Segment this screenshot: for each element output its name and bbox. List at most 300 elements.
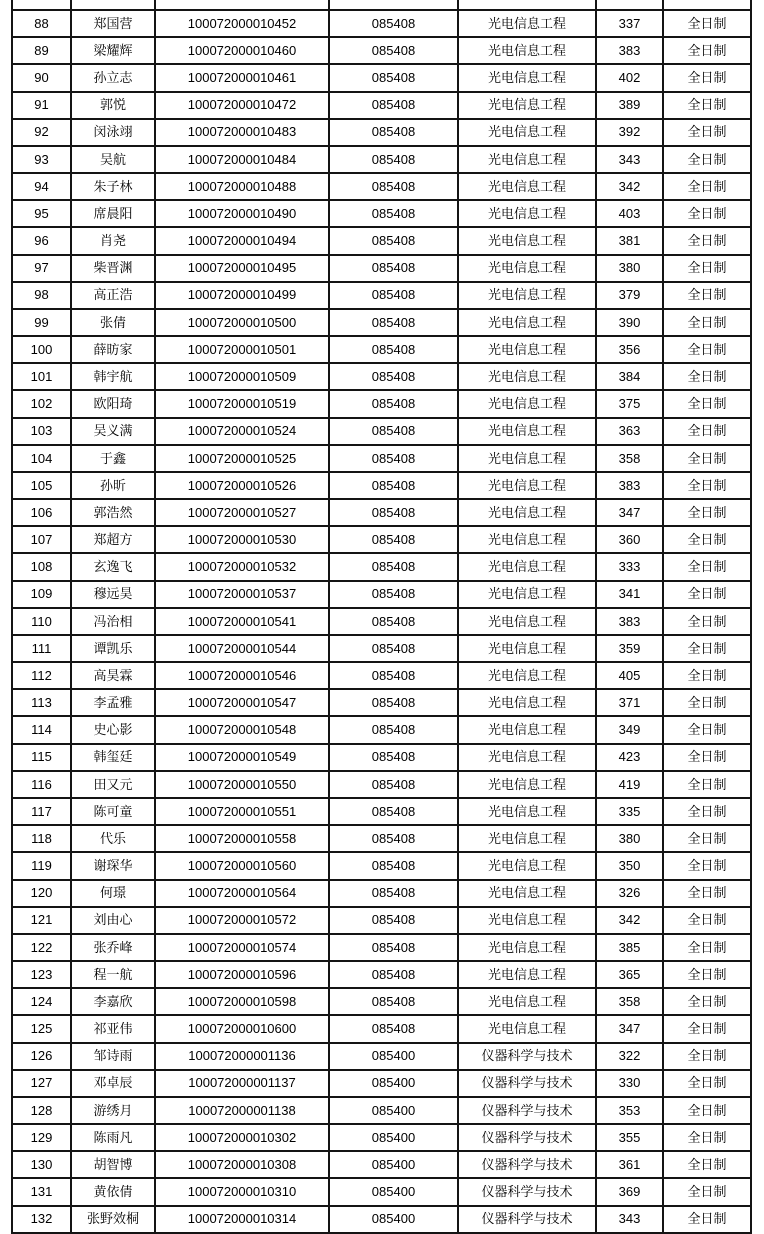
cell-candidate-id: 100072000010558 <box>155 825 329 852</box>
cell-index: 96 <box>12 227 71 254</box>
cell-index: 95 <box>12 200 71 227</box>
cell-score: 356 <box>596 336 663 363</box>
cell-candidate-id: 100072000010314 <box>155 1206 329 1233</box>
cell-score: 341 <box>596 581 663 608</box>
cell-candidate-id: 100072000010509 <box>155 363 329 390</box>
cell-score: 381 <box>596 227 663 254</box>
cell-name: 代乐 <box>71 825 155 852</box>
cell-index: 115 <box>12 744 71 771</box>
cell-study-mode: 全日制 <box>663 880 751 907</box>
cell-index: 104 <box>12 445 71 472</box>
cell-major-code: 085408 <box>329 825 458 852</box>
cell-score: 361 <box>596 1151 663 1178</box>
cell-major-code: 085408 <box>329 934 458 961</box>
cell-major-code: 085408 <box>329 798 458 825</box>
cell-candidate-id: 100072000010537 <box>155 581 329 608</box>
cell-candidate-id: 100072000010460 <box>155 37 329 64</box>
table-row <box>12 662 751 689</box>
cell-major-name: 光电信息工程 <box>458 282 596 309</box>
cell-major-name: 光电信息工程 <box>458 64 596 91</box>
cell-major-name: 仪器科学与技术 <box>458 1070 596 1097</box>
cell-candidate-id: 100072000010524 <box>155 418 329 445</box>
cell-score: 365 <box>596 961 663 988</box>
grid-line-stub <box>595 1142 597 1159</box>
cell-name: 陈可童 <box>71 798 155 825</box>
cell-study-mode: 全日制 <box>663 146 751 173</box>
cell-major-name: 仪器科学与技术 <box>458 1178 596 1205</box>
cell-candidate-id: 100072000010598 <box>155 988 329 1015</box>
cell-name: 黄依倩 <box>71 1178 155 1205</box>
grid-line-stub <box>662 1142 664 1159</box>
cell-study-mode: 全日制 <box>663 852 751 879</box>
table-row <box>12 255 751 282</box>
table-row <box>12 689 751 716</box>
table-row <box>12 418 751 445</box>
cell-study-mode: 全日制 <box>663 227 751 254</box>
cell-score: 375 <box>596 390 663 417</box>
cell-score: 423 <box>596 744 663 771</box>
cell-major-code: 085408 <box>329 744 458 771</box>
cell-candidate-id: 100072000010501 <box>155 336 329 363</box>
cell-study-mode: 全日制 <box>663 608 751 635</box>
cell-candidate-id: 100072000010308 <box>155 1151 329 1178</box>
cell-score: 360 <box>596 526 663 553</box>
cell-index: 112 <box>12 662 71 689</box>
cell-score: 383 <box>596 608 663 635</box>
cell-candidate-id: 100072000010549 <box>155 744 329 771</box>
cell-name: 胡智博 <box>71 1151 155 1178</box>
cell-study-mode: 全日制 <box>663 635 751 662</box>
cell-major-code: 085408 <box>329 472 458 499</box>
cell-study-mode: 全日制 <box>663 907 751 934</box>
cell-score: 349 <box>596 716 663 743</box>
table-row <box>12 1178 751 1205</box>
cell-index: 103 <box>12 418 71 445</box>
cell-index: 102 <box>12 390 71 417</box>
cell-major-name: 光电信息工程 <box>458 92 596 119</box>
cell-score: 358 <box>596 445 663 472</box>
cell-major-code: 085408 <box>329 282 458 309</box>
grid-line-stub <box>154 1142 156 1159</box>
cell-candidate-id: 100072000010551 <box>155 798 329 825</box>
cell-score: 343 <box>596 1206 663 1233</box>
cell-study-mode: 全日制 <box>663 255 751 282</box>
cell-major-code: 085400 <box>329 1043 458 1070</box>
cell-name: 田又元 <box>71 771 155 798</box>
cell-major-name: 光电信息工程 <box>458 37 596 64</box>
cell-score: 371 <box>596 689 663 716</box>
table-row <box>12 961 751 988</box>
cell-major-name: 光电信息工程 <box>458 119 596 146</box>
cell-major-code: 085408 <box>329 200 458 227</box>
cell-major-code: 085408 <box>329 363 458 390</box>
cell-index: 114 <box>12 716 71 743</box>
cell-major-name: 光电信息工程 <box>458 852 596 879</box>
cell-major-code: 085408 <box>329 852 458 879</box>
cell-name: 玄逸飞 <box>71 553 155 580</box>
cell-index: 117 <box>12 798 71 825</box>
grid-line-stub <box>154 0 156 9</box>
cell-study-mode: 全日制 <box>663 10 751 37</box>
cell-major-name: 光电信息工程 <box>458 499 596 526</box>
table-row <box>12 390 751 417</box>
table-row <box>12 907 751 934</box>
cell-major-name: 仪器科学与技术 <box>458 1206 596 1233</box>
cell-candidate-id: 100072000010546 <box>155 662 329 689</box>
cell-major-name: 仪器科学与技术 <box>458 1097 596 1124</box>
cell-name: 闵泳翊 <box>71 119 155 146</box>
cell-index: 97 <box>12 255 71 282</box>
cell-name: 郭浩然 <box>71 499 155 526</box>
cell-name: 孙昕 <box>71 472 155 499</box>
cell-major-code: 085408 <box>329 390 458 417</box>
cell-major-name: 仪器科学与技术 <box>458 1151 596 1178</box>
cell-name: 张乔峰 <box>71 934 155 961</box>
cell-study-mode: 全日制 <box>663 771 751 798</box>
cell-score: 333 <box>596 553 663 580</box>
cell-index: 132 <box>12 1206 71 1233</box>
cell-index: 92 <box>12 119 71 146</box>
cell-major-name: 光电信息工程 <box>458 227 596 254</box>
table-row <box>12 1206 751 1233</box>
cell-candidate-id: 100072000010484 <box>155 146 329 173</box>
cell-major-name: 光电信息工程 <box>458 255 596 282</box>
cell-score: 380 <box>596 255 663 282</box>
cell-candidate-id: 100072000010519 <box>155 390 329 417</box>
table-row <box>12 581 751 608</box>
cell-index: 119 <box>12 852 71 879</box>
grid-line-stub <box>11 0 13 9</box>
cell-major-name: 光电信息工程 <box>458 553 596 580</box>
cell-candidate-id: 100072000010574 <box>155 934 329 961</box>
cell-candidate-id: 100072000010596 <box>155 961 329 988</box>
cell-major-name: 光电信息工程 <box>458 173 596 200</box>
cell-name: 郑超方 <box>71 526 155 553</box>
cell-study-mode: 全日制 <box>663 282 751 309</box>
admission-score-table <box>11 9 752 1234</box>
table-row <box>12 146 751 173</box>
cell-candidate-id: 100072000010500 <box>155 309 329 336</box>
cell-score: 369 <box>596 1178 663 1205</box>
cell-score: 353 <box>596 1097 663 1124</box>
table-row <box>12 635 751 662</box>
grid-line-stub <box>328 1142 330 1159</box>
cell-major-code: 085408 <box>329 988 458 1015</box>
cell-index: 108 <box>12 553 71 580</box>
cell-name: 郭悦 <box>71 92 155 119</box>
cell-major-code: 085408 <box>329 227 458 254</box>
table-row <box>12 363 751 390</box>
cell-candidate-id: 100072000010490 <box>155 200 329 227</box>
cell-major-code: 085408 <box>329 173 458 200</box>
cell-score: 355 <box>596 1124 663 1151</box>
cell-score: 358 <box>596 988 663 1015</box>
cell-major-code: 085408 <box>329 336 458 363</box>
cell-study-mode: 全日制 <box>663 553 751 580</box>
cell-score: 383 <box>596 472 663 499</box>
table-row <box>12 445 751 472</box>
cell-name: 肖尧 <box>71 227 155 254</box>
grid-line-stub <box>662 0 664 9</box>
cell-score: 335 <box>596 798 663 825</box>
cell-major-name: 光电信息工程 <box>458 608 596 635</box>
cell-name: 薛昉家 <box>71 336 155 363</box>
cell-study-mode: 全日制 <box>663 200 751 227</box>
cell-major-code: 085408 <box>329 418 458 445</box>
cell-major-code: 085400 <box>329 1151 458 1178</box>
cell-index: 107 <box>12 526 71 553</box>
cell-score: 322 <box>596 1043 663 1070</box>
grid-line-stub <box>70 0 72 9</box>
cell-name: 李孟雅 <box>71 689 155 716</box>
cell-major-code: 085408 <box>329 716 458 743</box>
cell-name: 李嘉欣 <box>71 988 155 1015</box>
cell-major-name: 光电信息工程 <box>458 336 596 363</box>
cell-score: 363 <box>596 418 663 445</box>
cell-name: 韩玺廷 <box>71 744 155 771</box>
cell-index: 99 <box>12 309 71 336</box>
cell-major-code: 085408 <box>329 10 458 37</box>
cell-index: 105 <box>12 472 71 499</box>
cell-name: 何璟 <box>71 880 155 907</box>
cell-study-mode: 全日制 <box>663 390 751 417</box>
cell-candidate-id: 100072000010527 <box>155 499 329 526</box>
cell-name: 高正浩 <box>71 282 155 309</box>
cell-candidate-id: 100072000010541 <box>155 608 329 635</box>
cell-study-mode: 全日制 <box>663 1124 751 1151</box>
table-row <box>12 798 751 825</box>
cell-study-mode: 全日制 <box>663 445 751 472</box>
cell-study-mode: 全日制 <box>663 1043 751 1070</box>
cell-major-code: 085408 <box>329 64 458 91</box>
cell-major-name: 光电信息工程 <box>458 1015 596 1042</box>
cell-major-code: 085400 <box>329 1206 458 1233</box>
cell-name: 史心影 <box>71 716 155 743</box>
cell-index: 131 <box>12 1178 71 1205</box>
cell-candidate-id: 100072000010564 <box>155 880 329 907</box>
cell-name: 张野效桐 <box>71 1206 155 1233</box>
cell-index: 110 <box>12 608 71 635</box>
cell-candidate-id: 100072000010302 <box>155 1124 329 1151</box>
table-row <box>12 10 751 37</box>
cell-major-name: 光电信息工程 <box>458 825 596 852</box>
cell-name: 于鑫 <box>71 445 155 472</box>
cell-major-name: 光电信息工程 <box>458 771 596 798</box>
cell-study-mode: 全日制 <box>663 744 751 771</box>
cell-name: 邹诗雨 <box>71 1043 155 1070</box>
grid-line-stub <box>11 1142 13 1159</box>
cell-study-mode: 全日制 <box>663 363 751 390</box>
cell-study-mode: 全日制 <box>663 689 751 716</box>
cell-score: 383 <box>596 37 663 64</box>
cell-major-name: 光电信息工程 <box>458 390 596 417</box>
cell-name: 冯治相 <box>71 608 155 635</box>
cell-major-code: 085408 <box>329 92 458 119</box>
cell-index: 127 <box>12 1070 71 1097</box>
cell-index: 111 <box>12 635 71 662</box>
cell-major-code: 085408 <box>329 309 458 336</box>
cell-major-code: 085408 <box>329 526 458 553</box>
cell-index: 93 <box>12 146 71 173</box>
table-row <box>12 1151 751 1178</box>
cell-major-name: 仪器科学与技术 <box>458 1124 596 1151</box>
cell-major-code: 085408 <box>329 961 458 988</box>
cell-index: 124 <box>12 988 71 1015</box>
table-row <box>12 880 751 907</box>
cell-major-name: 光电信息工程 <box>458 744 596 771</box>
cell-index: 125 <box>12 1015 71 1042</box>
cell-index: 122 <box>12 934 71 961</box>
grid-line-stub <box>750 0 752 9</box>
cell-index: 130 <box>12 1151 71 1178</box>
cell-major-name: 光电信息工程 <box>458 581 596 608</box>
cell-candidate-id: 100072000010547 <box>155 689 329 716</box>
cell-major-name: 光电信息工程 <box>458 716 596 743</box>
cell-candidate-id: 100072000010494 <box>155 227 329 254</box>
table-row <box>12 526 751 553</box>
cell-study-mode: 全日制 <box>663 961 751 988</box>
cell-name: 韩宇航 <box>71 363 155 390</box>
cell-study-mode: 全日制 <box>663 92 751 119</box>
table-row <box>12 1070 751 1097</box>
cell-study-mode: 全日制 <box>663 64 751 91</box>
cell-score: 347 <box>596 499 663 526</box>
cell-candidate-id: 100072000010526 <box>155 472 329 499</box>
cell-index: 94 <box>12 173 71 200</box>
cell-score: 350 <box>596 852 663 879</box>
cell-major-code: 085408 <box>329 445 458 472</box>
table-row <box>12 608 751 635</box>
cell-major-code: 085408 <box>329 37 458 64</box>
cell-candidate-id: 100072000010560 <box>155 852 329 879</box>
cell-score: 380 <box>596 825 663 852</box>
table-row <box>12 1015 751 1042</box>
cell-study-mode: 全日制 <box>663 825 751 852</box>
cell-study-mode: 全日制 <box>663 309 751 336</box>
cell-index: 106 <box>12 499 71 526</box>
grid-line-stub <box>595 0 597 9</box>
table-row <box>12 173 751 200</box>
cell-name: 陈雨凡 <box>71 1124 155 1151</box>
table-row <box>12 37 751 64</box>
table-row <box>12 472 751 499</box>
cell-candidate-id: 100072000010530 <box>155 526 329 553</box>
grid-line-stub <box>70 1142 72 1159</box>
table-row <box>12 1097 751 1124</box>
cell-study-mode: 全日制 <box>663 662 751 689</box>
table-row <box>12 336 751 363</box>
cell-candidate-id: 100072000010572 <box>155 907 329 934</box>
cell-score: 343 <box>596 146 663 173</box>
cell-candidate-id: 100072000010532 <box>155 553 329 580</box>
cell-study-mode: 全日制 <box>663 1070 751 1097</box>
cell-major-code: 085408 <box>329 635 458 662</box>
cell-name: 高昊霖 <box>71 662 155 689</box>
cell-candidate-id: 100072000001136 <box>155 1043 329 1070</box>
cell-candidate-id: 100072000010472 <box>155 92 329 119</box>
cell-score: 419 <box>596 771 663 798</box>
cell-major-code: 085408 <box>329 771 458 798</box>
cell-study-mode: 全日制 <box>663 418 751 445</box>
grid-line-stub <box>457 0 459 9</box>
cell-candidate-id: 100072000010544 <box>155 635 329 662</box>
cell-candidate-id: 100072000001138 <box>155 1097 329 1124</box>
cell-index: 113 <box>12 689 71 716</box>
cell-name: 刘由心 <box>71 907 155 934</box>
cell-score: 403 <box>596 200 663 227</box>
cell-study-mode: 全日制 <box>663 1097 751 1124</box>
table-row <box>12 200 751 227</box>
cell-study-mode: 全日制 <box>663 988 751 1015</box>
cell-score: 347 <box>596 1015 663 1042</box>
cell-name: 谭凯乐 <box>71 635 155 662</box>
cell-name: 游绣月 <box>71 1097 155 1124</box>
cell-study-mode: 全日制 <box>663 934 751 961</box>
table-row <box>12 716 751 743</box>
cell-candidate-id: 100072000010452 <box>155 10 329 37</box>
cell-major-name: 仪器科学与技术 <box>458 1043 596 1070</box>
cell-score: 330 <box>596 1070 663 1097</box>
cell-major-code: 085408 <box>329 907 458 934</box>
cell-name: 程一航 <box>71 961 155 988</box>
table-row <box>12 92 751 119</box>
cell-major-name: 光电信息工程 <box>458 10 596 37</box>
cell-major-code: 085400 <box>329 1070 458 1097</box>
cell-index: 116 <box>12 771 71 798</box>
cell-name: 席晨阳 <box>71 200 155 227</box>
cell-score: 402 <box>596 64 663 91</box>
cell-study-mode: 全日制 <box>663 119 751 146</box>
cell-study-mode: 全日制 <box>663 526 751 553</box>
cell-major-name: 光电信息工程 <box>458 309 596 336</box>
cell-study-mode: 全日制 <box>663 336 751 363</box>
cell-name: 谢琛华 <box>71 852 155 879</box>
cell-score: 384 <box>596 363 663 390</box>
table-row <box>12 852 751 879</box>
cell-major-code: 085408 <box>329 146 458 173</box>
cell-candidate-id: 100072000010550 <box>155 771 329 798</box>
cell-major-name: 光电信息工程 <box>458 689 596 716</box>
cell-score: 342 <box>596 907 663 934</box>
grid-line-stub <box>750 1142 752 1159</box>
cell-index: 118 <box>12 825 71 852</box>
cell-candidate-id: 100072000010461 <box>155 64 329 91</box>
cell-candidate-id: 100072000010495 <box>155 255 329 282</box>
table-row <box>12 499 751 526</box>
cell-major-code: 085408 <box>329 689 458 716</box>
cell-name: 柴晋渊 <box>71 255 155 282</box>
cell-study-mode: 全日制 <box>663 1015 751 1042</box>
cell-candidate-id: 100072000010499 <box>155 282 329 309</box>
cell-major-code: 085408 <box>329 608 458 635</box>
cell-major-code: 085408 <box>329 662 458 689</box>
cell-index: 126 <box>12 1043 71 1070</box>
table-row <box>12 553 751 580</box>
cell-score: 379 <box>596 282 663 309</box>
cell-index: 90 <box>12 64 71 91</box>
cell-major-code: 085408 <box>329 499 458 526</box>
cell-major-name: 光电信息工程 <box>458 200 596 227</box>
cell-score: 342 <box>596 173 663 200</box>
table-row <box>12 282 751 309</box>
cell-major-name: 光电信息工程 <box>458 662 596 689</box>
table-row <box>12 934 751 961</box>
cell-candidate-id: 100072000010548 <box>155 716 329 743</box>
table-row <box>12 771 751 798</box>
cell-study-mode: 全日制 <box>663 472 751 499</box>
cell-index: 100 <box>12 336 71 363</box>
cell-index: 98 <box>12 282 71 309</box>
